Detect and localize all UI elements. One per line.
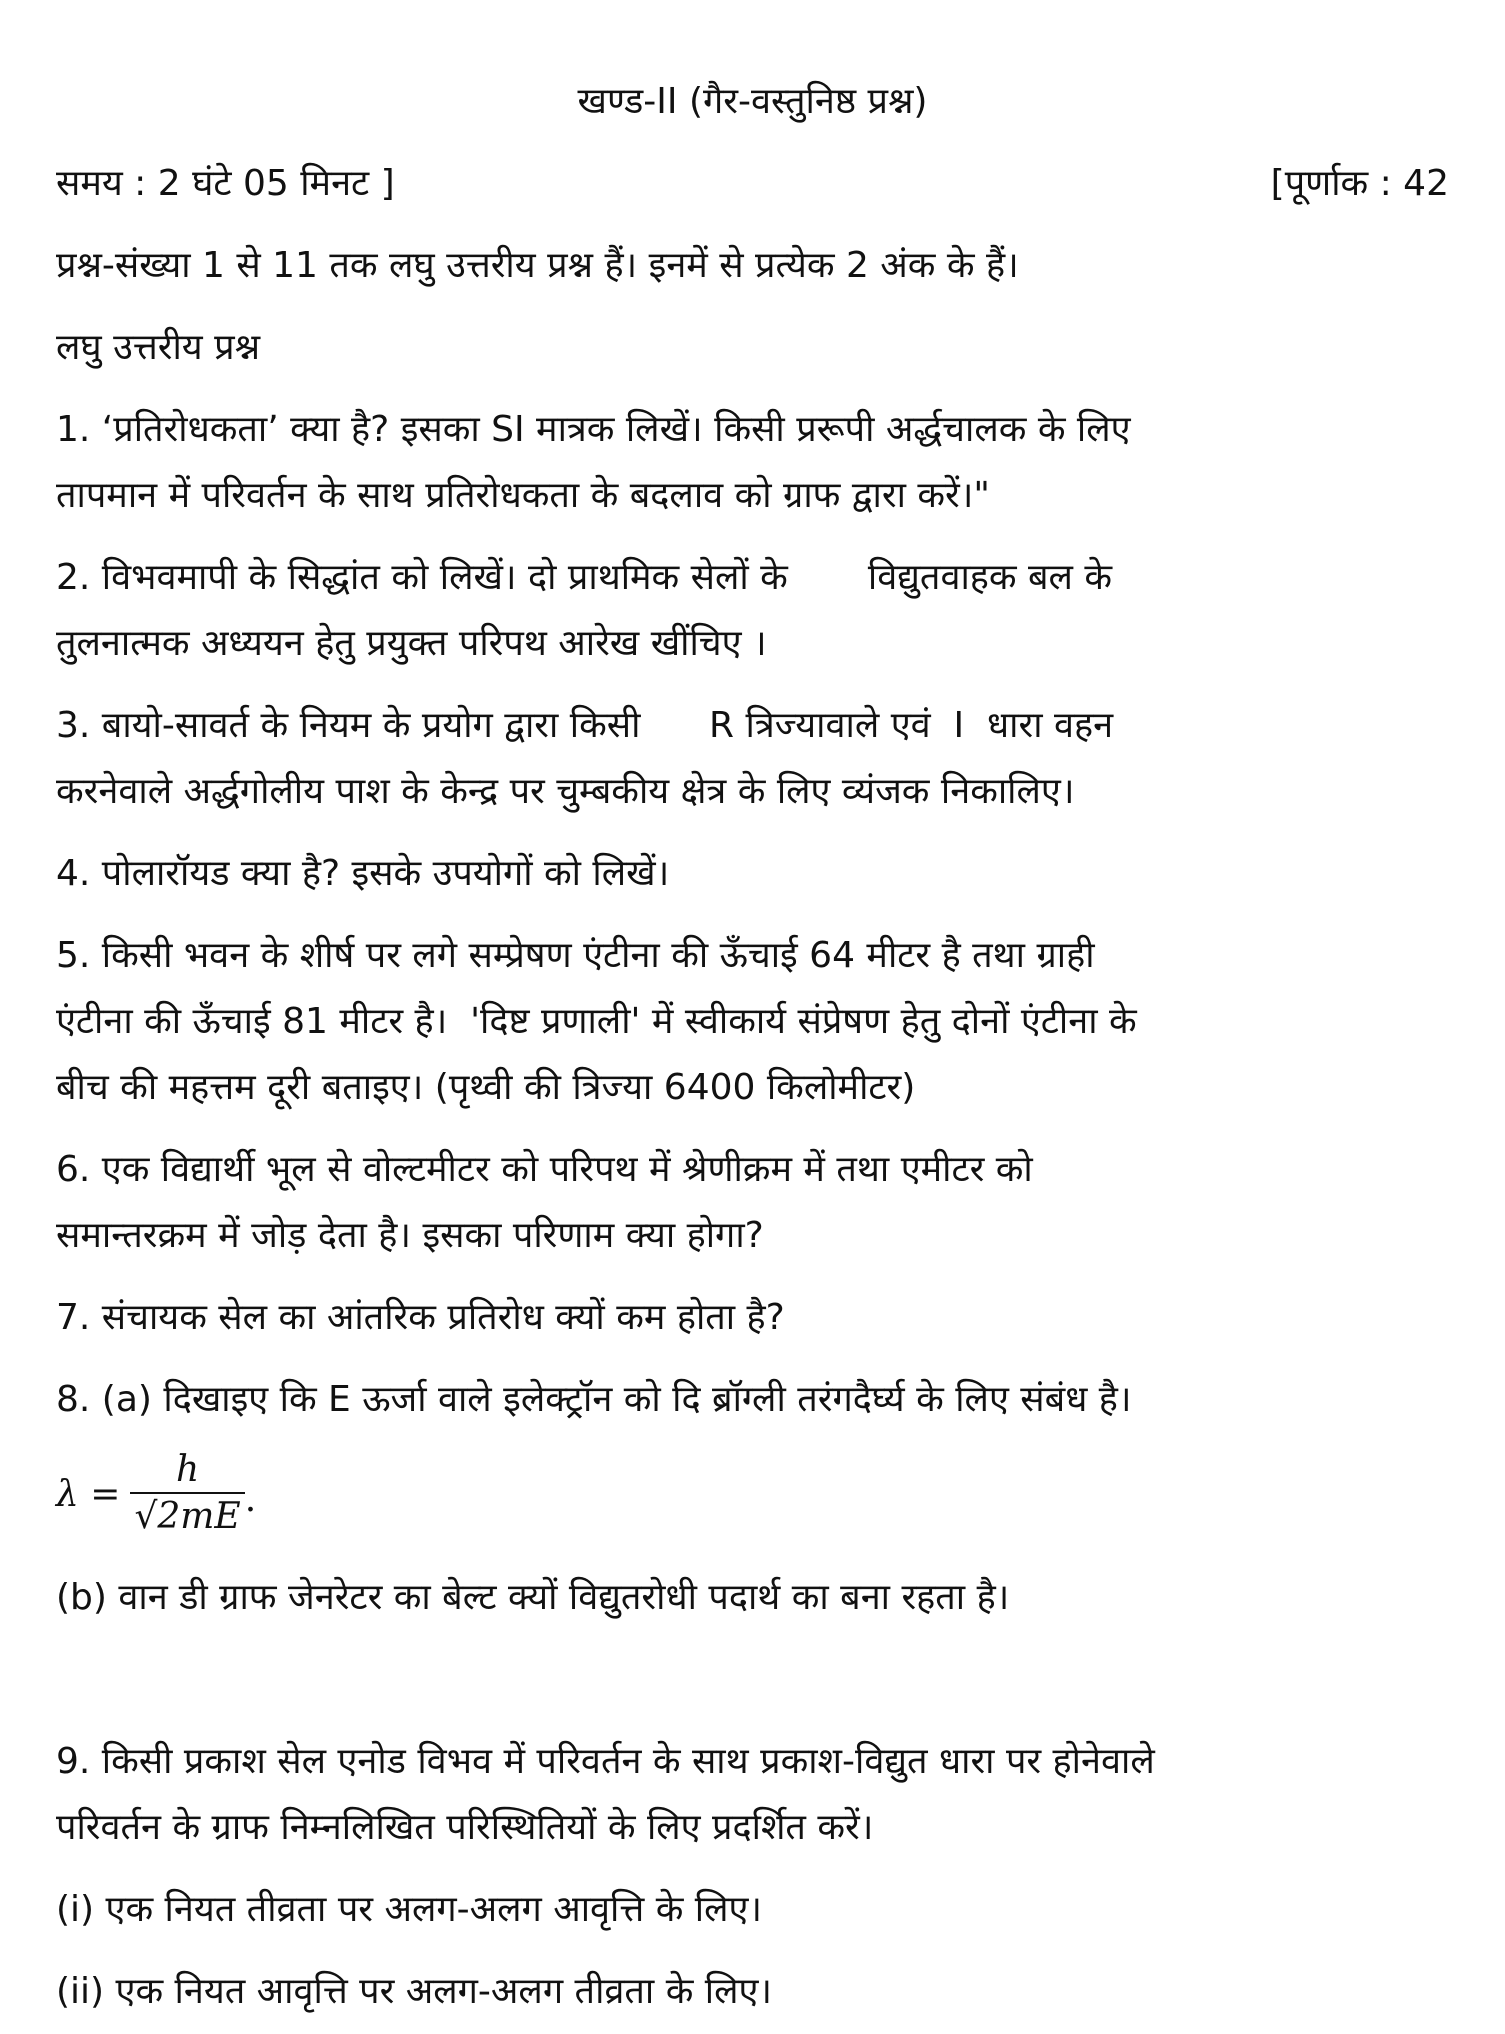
- formula-tail: .: [244, 1478, 257, 1520]
- debroglie-formula: [56, 1448, 256, 1540]
- question-9-line-1: 9. किसी प्रकाश सेल एनोड विभव में परिवर्तन के साथ प्रकाश-विद्युत धारा पर होनेवाले: [56, 1741, 1155, 1782]
- question-8a-line-1: 8. (a) दिखाइए कि E ऊर्जा वाले इलेक्ट्रॉन को दि ब्रॉग्ली तरंगदैर्घ्य के लिए संबंध है।: [56, 1379, 1132, 1420]
- question-5-line-1: 5. किसी भवन के शीर्ष पर लगे सम्प्रेषण एंटीना की ऊँचाई 64 मीटर है तथा ग्राही: [56, 935, 1095, 976]
- subheading: लघु उत्तरीय प्रश्न: [56, 327, 261, 368]
- question-3-line-2: करनेवाले अर्द्धगोलीय पाश के केन्द्र पर चुम्बकीय क्षेत्र के लिए व्यंजक निकालिए।: [56, 771, 1075, 812]
- section-title: खण्ड-II (गैर-वस्तुनिष्ठ प्रश्न): [577, 81, 928, 122]
- question-9-line-3: (i) एक नियत तीव्रता पर अलग-अलग आवृत्ति के लिए।: [56, 1889, 763, 1930]
- instructions: प्रश्न-संख्या 1 से 11 तक लघु उत्तरीय प्रश्न हैं। इनमें से प्रत्येक 2 अंक के हैं।: [56, 245, 1019, 286]
- question-2-line-1: 2. विभवमापी के सिद्धांत को लिखें। दो प्राथमिक सेलों के विद्युतवाहक बल के: [56, 557, 1113, 598]
- time-label: समय : 2 घंटे 05 मिनट ]: [56, 163, 395, 204]
- question-2-line-2: तुलनात्मक अध्ययन हेतु प्रयुक्त परिपथ आरेख खींचिए ।: [56, 623, 767, 664]
- question-7-line-1: 7. संचायक सेल का आंतरिक प्रतिरोध क्यों कम होता है?: [56, 1297, 785, 1338]
- formula-lhs: λ =: [56, 1473, 121, 1515]
- question-1-line-1: 1. ‘प्रतिरोधकता’ क्या है? इसका SI मात्रक लिखें। किसी प्ररूपी अर्द्धचालक के लिए: [56, 409, 1131, 450]
- question-1-line-2: तापमान में परिवर्तन के साथ प्रतिरोधकता के बदलाव को ग्राफ द्वारा करें।": [56, 475, 990, 516]
- question-9-line-4: (ii) एक नियत आवृत्ति पर अलग-अलग तीव्रता के लिए।: [56, 1971, 773, 2012]
- formula-denominator: √2mE: [130, 1492, 244, 1540]
- question-6-line-1: 6. एक विद्यार्थी भूल से वोल्टमीटर को परिपथ में श्रेणीक्रम में तथा एमीटर को: [56, 1149, 1033, 1190]
- question-3-line-1: 3. बायो-सावर्त के नियम के प्रयोग द्वारा किसी R त्रिज्यावाले एवं I धारा वहन: [56, 705, 1114, 746]
- question-9-line-2: परिवर्तन के ग्राफ निम्नलिखित परिस्थितियों के लिए प्रदर्शित करें।: [56, 1807, 874, 1848]
- question-5-line-3: बीच की महत्तम दूरी बताइए। (पृथ्वी की त्रिज्या 6400 किलोमीटर): [56, 1067, 916, 1108]
- marks-label: [पूर्णाक : 42: [1270, 163, 1449, 204]
- formula-fraction: [130, 1448, 244, 1540]
- formula-numerator: h: [175, 1449, 200, 1490]
- question-4-line-1: 4. पोलारॉयड क्या है? इसके उपयोगों को लिखें।: [56, 853, 670, 894]
- header-row: [56, 162, 1449, 206]
- question-6-line-2: समान्तरक्रम में जोड़ देता है। इसका परिणाम क्या होगा?: [56, 1215, 764, 1256]
- question-5-line-2: एंटीना की ऊँचाई 81 मीटर है। 'दिष्ट प्रणाली' में स्वीकार्य संप्रेषण हेतु दोनों एंटीना के: [56, 1001, 1137, 1042]
- question-8b-line-1: (b) वान डी ग्राफ जेनरेटर का बेल्ट क्यों विद्युतरोधी पदार्थ का बना रहता है।: [56, 1577, 1010, 1618]
